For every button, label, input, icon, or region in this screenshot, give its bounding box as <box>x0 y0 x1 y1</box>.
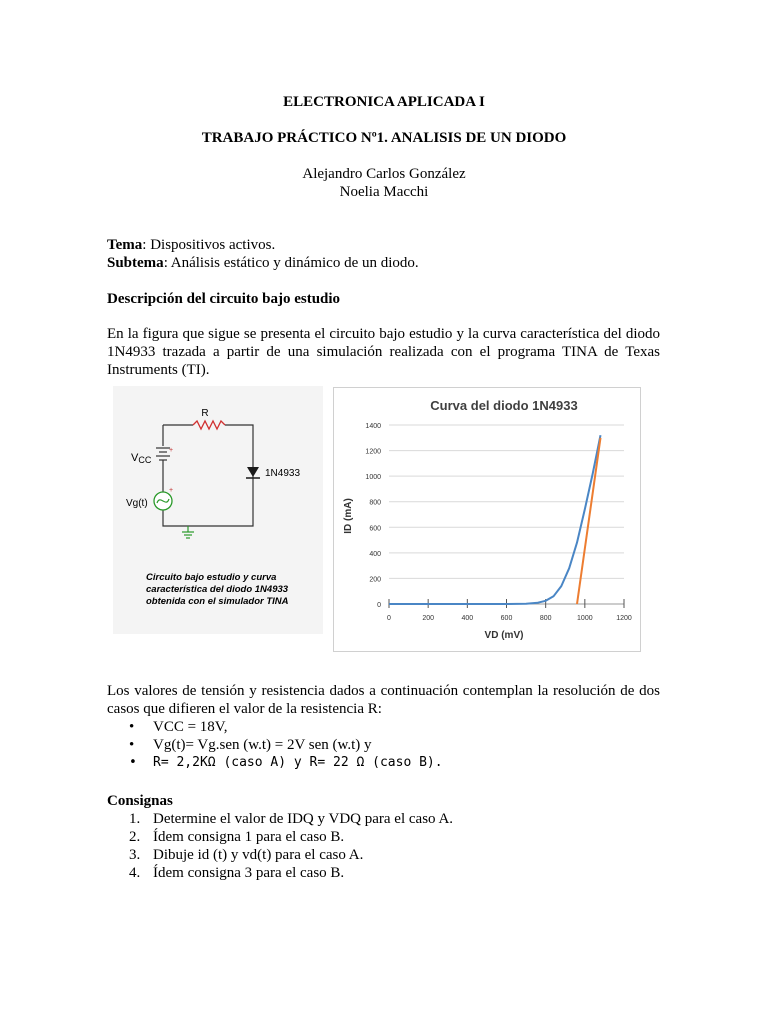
list-item: • VCC = 18V, <box>107 718 443 736</box>
item-number: 3. <box>129 847 141 863</box>
circuit-figure <box>113 386 323 634</box>
y-tick-label: 1400 <box>365 423 381 430</box>
svg-text:+: + <box>169 487 174 494</box>
circuit-diagram <box>113 386 323 634</box>
tema-label: Tema <box>107 237 143 253</box>
vg-label: Vg(t) <box>126 498 148 509</box>
x-tick-label: 1000 <box>577 615 593 622</box>
vcc-label: VCC <box>131 452 152 465</box>
list-item: • R= 2,2KΩ (caso A) y R= 22 Ω (caso B). <box>107 754 443 772</box>
tema-line <box>107 236 275 254</box>
list-item: • Vg(t)= Vg.sen (w.t) = 2V sen (w.t) y <box>107 736 443 754</box>
chart-title: Curva del diodo 1N4933 <box>430 398 578 413</box>
item-text: Ídem consigna 3 para el caso B. <box>153 865 345 881</box>
x-tick-label: 0 <box>387 615 391 622</box>
description-line: Instruments (TI). <box>107 362 210 378</box>
values-intro-line: Los valores de tensión y resistencia dados a continuación contemplan la resolución de dos <box>107 683 660 699</box>
list-item <box>107 828 453 846</box>
x-tick-label: 800 <box>539 615 552 622</box>
x-axis-label: VD (mV) <box>484 630 524 641</box>
battery-symbol <box>156 447 173 466</box>
list-item <box>107 846 453 864</box>
y-tick-label: 1200 <box>365 448 381 456</box>
circuit-caption-line: obtenida con el simulador TINA <box>146 596 289 607</box>
y-tick-label: 600 <box>369 525 381 533</box>
subtema-value: : Análisis estático y dinámico de un diodo. <box>163 255 419 271</box>
list-item <box>107 864 453 882</box>
description-paragraph <box>107 325 660 379</box>
values-intro-line: casos que difieren el valor de la resistencia R: <box>107 701 382 717</box>
circuit-caption-line: Circuito bajo estudio y curva <box>146 572 277 583</box>
item-text: Dibuje id (t) y vd(t) para el caso A. <box>153 847 364 863</box>
values-intro <box>107 682 660 718</box>
x-tick-label: 1200 <box>616 615 632 622</box>
tangent-line-series <box>577 438 601 604</box>
x-tick-label: 200 <box>422 615 435 622</box>
consignas-heading: Consignas <box>107 793 173 809</box>
tema-value: : Dispositivos activos. <box>142 237 276 253</box>
item-number: 1. <box>129 811 141 827</box>
y-tick-label: 0 <box>377 602 381 609</box>
description-line: 1N4933 trazada a partir de una simulación realizada con el programa TINA de Texas <box>107 344 660 360</box>
resistor-symbol <box>193 421 225 429</box>
y-tick-label: 400 <box>369 550 381 558</box>
author-2: Noelia Macchi <box>339 184 429 200</box>
list-item <box>107 810 453 828</box>
ground-symbol <box>182 526 194 538</box>
resistor-label: R <box>201 408 209 419</box>
item-text: Ídem consigna 1 para el caso B. <box>153 829 345 845</box>
item-number: 2. <box>129 829 141 845</box>
diode-label: 1N4933 <box>265 468 301 479</box>
y-tick-label: 1000 <box>365 474 381 482</box>
diode-curve-chart <box>333 387 641 652</box>
assignment-title: TRABAJO PRÁCTICO Nº1. ANALISIS DE UN DIODO <box>201 130 567 146</box>
y-tick-label: 800 <box>369 499 381 507</box>
description-heading: Descripción del circuito bajo estudio <box>107 291 341 307</box>
course-title: ELECTRONICA APLICADA I <box>283 94 485 110</box>
svg-text:+: + <box>169 447 174 454</box>
subtema-line <box>107 254 419 272</box>
item-number: 4. <box>129 865 141 881</box>
subtema-label: Subtema <box>107 255 164 271</box>
diode-symbol <box>246 467 260 478</box>
y-axis-label: ID (mA) <box>343 498 354 534</box>
description-line: En la figura que sigue se presenta el circuito bajo estudio y la curva característica del diodo <box>107 326 660 342</box>
circuit-caption-line: característica del diodo 1N4933 <box>146 584 289 595</box>
item-text: Determine el valor de IDQ y VDQ para el caso A. <box>153 811 454 827</box>
x-tick-label: 400 <box>461 615 474 622</box>
author-1: Alejandro Carlos González <box>302 166 466 182</box>
values-list <box>107 718 443 772</box>
x-tick-label: 600 <box>500 615 513 622</box>
y-tick-label: 200 <box>369 576 381 584</box>
chart-svg <box>334 388 640 651</box>
consignas-list <box>107 810 453 882</box>
